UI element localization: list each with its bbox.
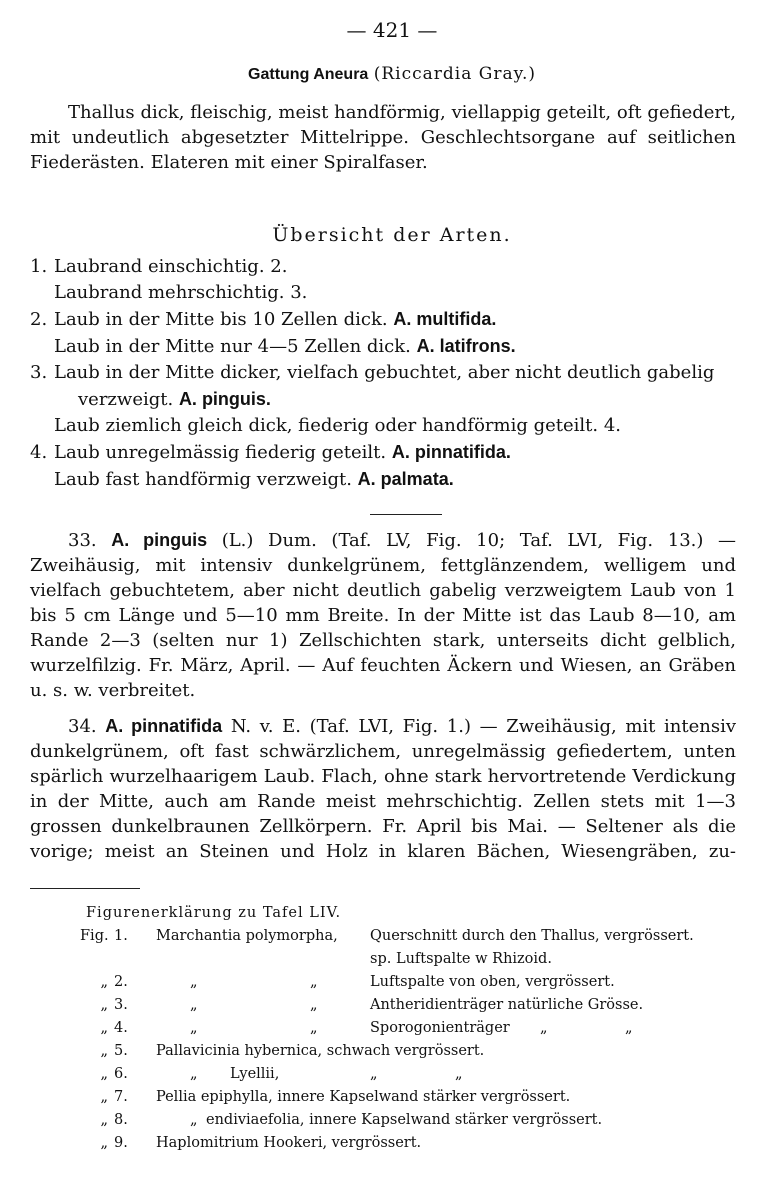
genus-name: Gattung Aneura	[248, 66, 369, 83]
figure-legend	[80, 902, 750, 1155]
species-name: A. palmata.	[357, 469, 454, 489]
figure-row: „ 5. Pallavicinia hybernica, schwach vergrössert.	[100, 1043, 485, 1059]
key-row: 3. Laub in der Mitte dicker, vielfach gebuchtet, aber nicht deutlich gabelig	[30, 362, 715, 383]
genus-description: Thallus dick, fleischig, meist handförmig, viellappig geteilt, oft gefiedert, mit undeutlich abgesetzter Mittelrippe. Geschlechtsorgane auf seitlichen Fiederästen. Elateren mit einer Spiralfaser.	[30, 102, 736, 173]
genus-synonym: (Riccardia Gray.)	[373, 64, 536, 84]
species-key	[30, 254, 740, 493]
key-row: 1. Laubrand einschichtig. 2.	[30, 256, 288, 277]
key-row: 2. Laub in der Mitte bis 10 Zellen dick. A. multifida.	[30, 309, 497, 330]
key-row: Laub ziemlich gleich dick, fiederig oder handförmig geteilt. 4.	[54, 415, 621, 436]
figure-row: „ 4. „ „ Sporogonienträger „ „	[100, 1020, 633, 1036]
species-name: A. pinnatifida.	[391, 442, 511, 462]
overview-title: Übersicht der Arten.	[272, 224, 512, 246]
species-name: A. pinguis.	[178, 389, 271, 409]
key-row: Laub in der Mitte nur 4—5 Zellen dick. A. latifrons.	[54, 336, 516, 357]
key-row: 4. Laub unregelmässig fiederig geteilt. A. pinnatifida.	[30, 442, 511, 463]
figure-row: „ 6. „ Lyellii, „ „	[100, 1066, 463, 1082]
footnote-divider	[30, 888, 140, 889]
divider	[370, 514, 442, 515]
figure-row: Fig. 1. Marchantia polymorpha, Querschnitt durch den Thallus, vergrössert.	[80, 928, 694, 944]
figure-row: „ 7. Pellia epiphylla, innere Kapselwand stärker vergrössert.	[100, 1089, 571, 1105]
species-name: A. pinguis	[111, 530, 208, 550]
species-name: A. pinnatifida	[105, 716, 223, 736]
figure-row: „ 8. „ endiviaefolia, innere Kapselwand stärker vergrössert.	[100, 1112, 603, 1128]
figure-row: sp. Luftspalte w Rhizoid.	[370, 951, 552, 967]
figure-legend-title: Figurenerklärung zu Tafel LIV.	[86, 905, 342, 921]
page-number: — 421 —	[346, 18, 438, 42]
key-row: Laub fast handförmig verzweigt. A. palmata.	[54, 469, 454, 490]
key-row: Laubrand mehrschichtig. 3.	[54, 282, 308, 303]
species-entry-33: 33. A. pinguis (L.) Dum. (Taf. LV, Fig. 10; Taf. LVI, Fig. 13.) — Zweihäusig, mit intensiv dunkelgrünem, fettglänzendem, welligem und vielfach gebuchtetem, aber nicht deutlich gabelig verzweigtem Laub von 1 bis 5 cm Länge und 5—10 mm Breite. In der Mitte ist das Laub 8—10, am Rande 2—3 (selten nur 1) Zellschichten stark, unterseits dicht gelblich, wurzelfilzig. Fr. März, April. — Auf feuchten Äckern und Wiesen, an Gräben u. s. w. verbreitet.	[30, 530, 736, 701]
species-name: A. latifrons.	[416, 336, 516, 356]
figure-row: „ 9. Haplomitrium Hookeri, vergrössert.	[100, 1135, 422, 1151]
species-name: A. multifida.	[393, 309, 497, 329]
figure-row: „ 2. „ „ Luftspalte von oben, vergrössert.	[100, 974, 615, 990]
key-row: verzweigt. A. pinguis.	[78, 389, 271, 410]
figure-row: „ 3. „ „ Antheridienträger natürliche Grösse.	[100, 997, 644, 1013]
species-entry-34: 34. A. pinnatifida N. v. E. (Taf. LVI, Fig. 1.) — Zweihäusig, mit intensiv dunkelgrünem, oft fast schwärzlichem, unregelmässig gefiedertem, unten spärlich wurzelhaarigem Laub. Flach, ohne stark hervortretende Verdickung in der Mitte, auch am Rande meist mehrschichtig. Zellen stets mit 1—3 grossen dunkelbraunen Zellkörpern. Fr. April bis Mai. — Seltener als die vorige; meist an Steinen und Holz in klaren Bächen, Wiesengräben, zu-	[30, 716, 736, 862]
genus-heading	[0, 64, 784, 84]
